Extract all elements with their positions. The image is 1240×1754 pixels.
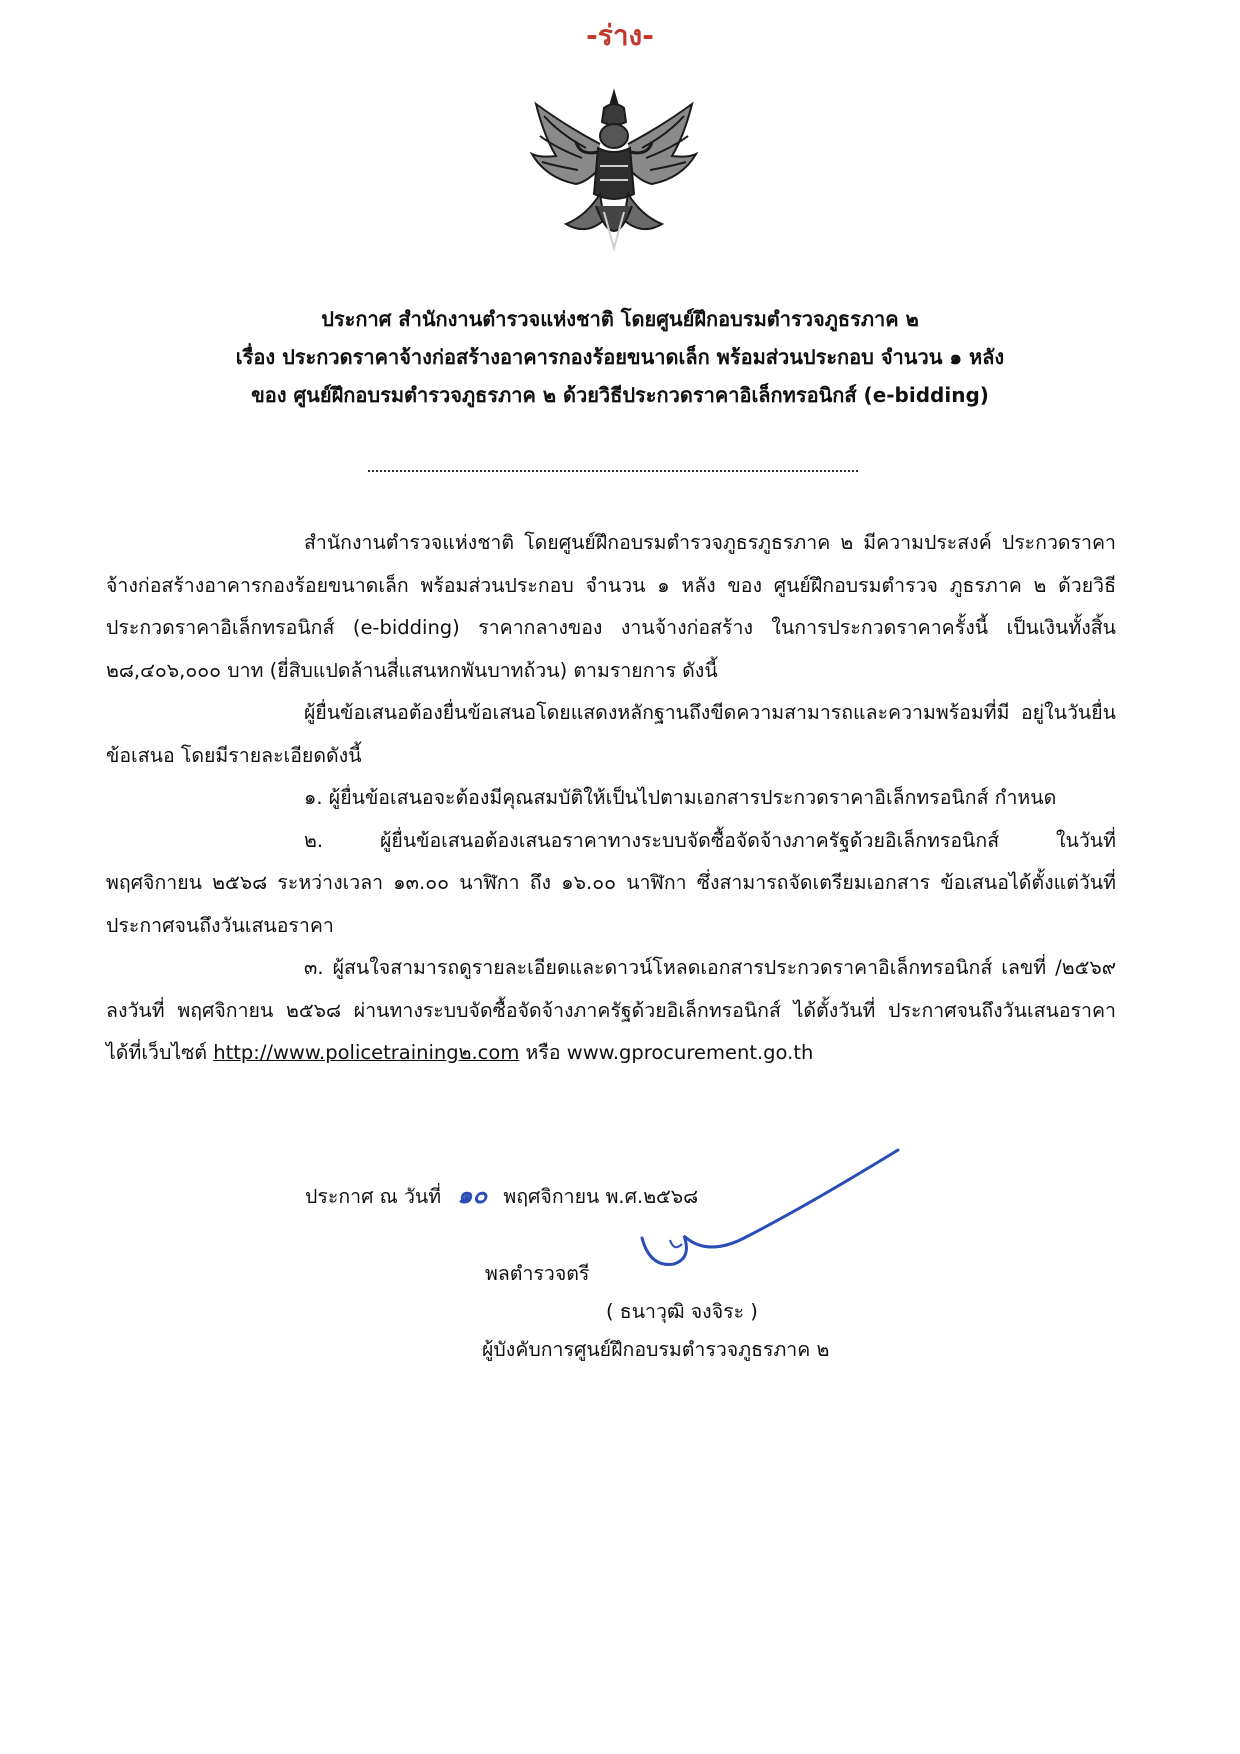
paragraph-item-2: ๒. ผู้ยื่นข้อเสนอต้องเสนอราคาทางระบบจัดซื้อจัดจ้างภาครัฐด้วยอิเล็กทรอนิกส์ ในวันที่ พฤศจิกายน ๒๕๖๘ ระหว่างเวลา ๑๓.๐๐ นาฬิกา ถึง ๑๖.๐๐ นาฬิกา ซึ่งสามารถจัดเตรียมเอกสาร ข้อเสนอได้ตั้งแต่วันที่ ประกาศจนถึงวันเสนอราคา: [106, 828, 1116, 937]
draft-watermark: -ร่าง-: [586, 19, 654, 52]
announcement-body: [106, 522, 1116, 1075]
announcement-date-prefix: ประกาศ ณ วันที่: [305, 1185, 442, 1208]
title-line-1: ประกาศ สำนักงานตำรวจแห่งชาติ โดยศูนย์ฝึกอบรมตำรวจภูธรภาค ๒: [321, 307, 919, 331]
gprocurement-site: www.gprocurement.go.th: [566, 1041, 814, 1064]
police-training-link[interactable]: http://www.policetraining๒.com: [213, 1041, 520, 1064]
title-line-2: เรื่อง ประกวดราคาจ้างก่อสร้างอาคารกองร้อยขนาดเล็ก พร้อมส่วนประกอบ จำนวน ๑ หลัง: [235, 345, 1005, 369]
signatory-position: ผู้บังคับการศูนย์ฝึกอบรมตำรวจภูธรภาค ๒: [482, 1338, 830, 1361]
signatory-rank: พลตำรวจตรี: [485, 1262, 590, 1285]
paragraph-item-3: [106, 947, 1116, 1075]
paragraph-item-1: ๑. ผู้ยื่นข้อเสนอจะต้องมีคุณสมบัติให้เป็นไปตามเอกสารประกวดราคาอิเล็กทรอนิกส์ กำหนด: [304, 786, 1057, 809]
title-line-3: ของ ศูนย์ฝึกอบรมตำรวจภูธรภาค ๒ ด้วยวิธีประกวดราคาอิเล็กทรอนิกส์ (e-bidding): [251, 383, 989, 407]
handwritten-signature-icon: [630, 1140, 910, 1270]
announcement-day: ๑๐: [457, 1181, 488, 1209]
garuda-emblem-icon: [526, 86, 702, 258]
signatory-name: ( ธนาวุฒิ จงจิระ ): [606, 1300, 758, 1323]
item-3-separator: หรือ: [519, 1041, 567, 1064]
paragraph-requirements: ผู้ยื่นข้อเสนอต้องยื่นข้อเสนอโดยแสดงหลักฐานถึงขีดความสามารถและความพร้อมที่มี อยู่ในวันยื่นข้อเสนอ โดยมีรายละเอียดดังนี้: [106, 701, 1116, 767]
announcement-date-suffix: พฤศจิกายน พ.ศ.๒๕๖๘: [503, 1185, 699, 1208]
item-3-text: ๓. ผู้สนใจสามารถดูรายละเอียดและดาวน์โหลดเอกสารประกวดราคาอิเล็กทรอนิกส์ เลขที่ /๒๕๖๙ ลงวันที่ พฤศจิกายน ๒๕๖๘ ผ่านทางระบบจัดซื้อจัดจ้างภาครัฐด้วยอิเล็กทรอนิกส์ ได้ตั้งวันที่ ประกาศจนถึงวันเสนอราคาได้ที่เว็บไซต์: [106, 956, 1116, 1064]
dotted-separator: [368, 470, 858, 472]
paragraph-intro: สำนักงานตำรวจแห่งชาติ โดยศูนย์ฝึกอบรมตำรวจภูธรภูธรภาค ๒ มีความประสงค์ ประกวดราคาจ้างก่อสร้างอาคารกองร้อยขนาดเล็ก พร้อมส่วนประกอบ จำนวน ๑ หลัง ของ ศูนย์ฝึกอบรมตำรวจ ภูธรภาค ๒ ด้วยวิธีประกวดราคาอิเล็กทรอนิกส์ (e-bidding) ราคากลางของ งานจ้างก่อสร้าง ในการประกวดราคาครั้งนี้ เป็นเงินทั้งสิ้น ๒๘,๔๐๖,๐๐๐ บาท (ยี่สิบแปดล้านสี่แสนหกพันบาทถ้วน) ตามรายการ ดังนี้: [106, 531, 1116, 682]
announcement-title: [140, 300, 1100, 414]
